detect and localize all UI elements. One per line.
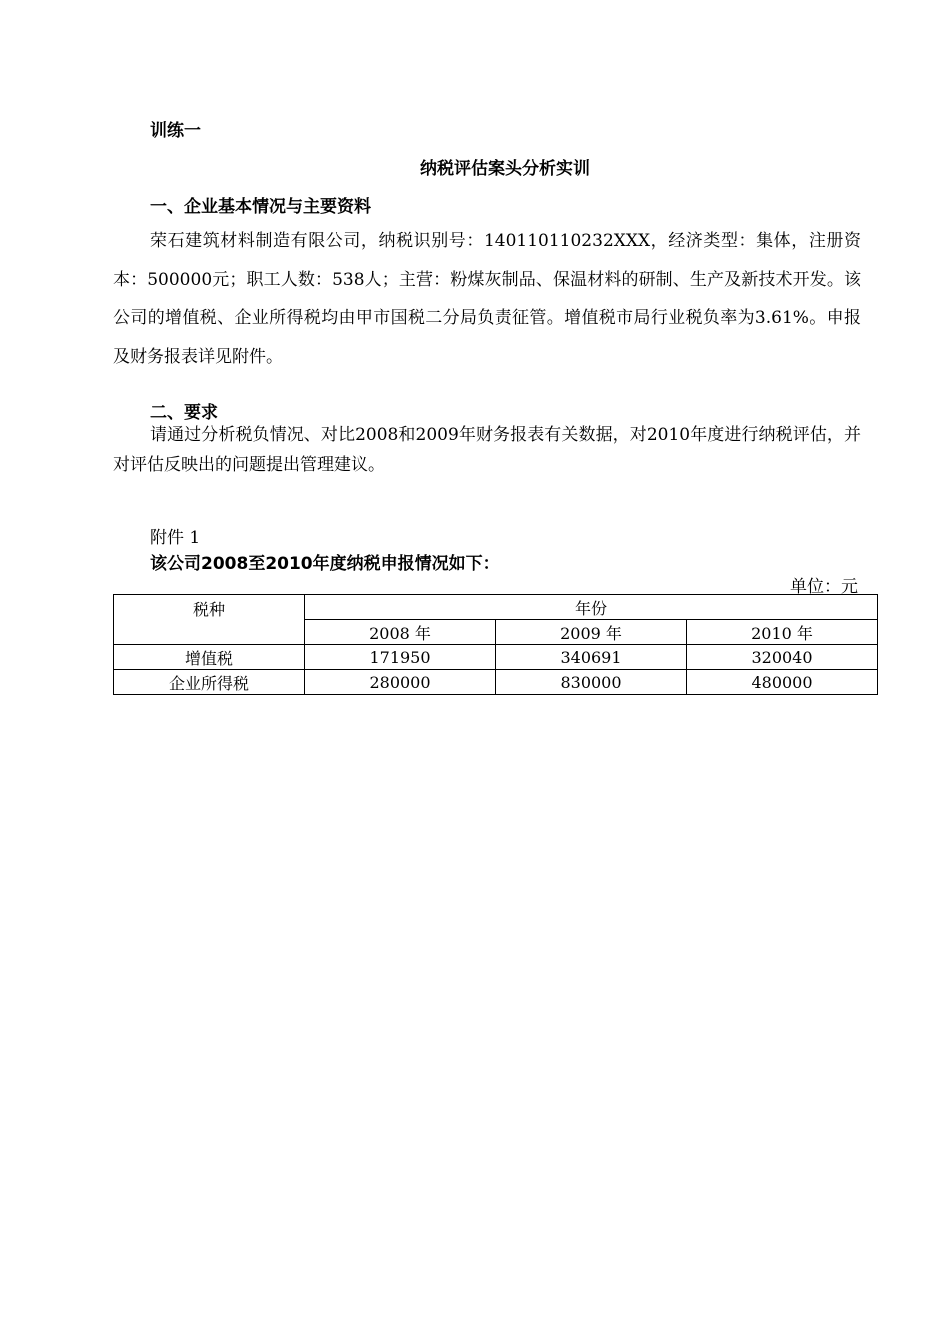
unit-label: 单位：元 — [790, 577, 858, 597]
header-year: 年份 — [305, 595, 878, 620]
table-header-row — [114, 595, 878, 620]
document-title: 纳税评估案头分析实训 — [420, 159, 590, 179]
section2-heading: 二、要求 — [150, 403, 218, 423]
header-tax-type: 税种 — [114, 595, 305, 645]
section1-body: 荣石建筑材料制造有限公司，纳税识别号：140110110232XXX，经济类型：集体，注册资本：500000元；职工人数：538人；主营：粉煤灰制品、保温材料的研制、生产及新技术开发。该公司的增值税、企业所得税均由甲市国税二分局负责征管。增值税市局行业税负率为3.61%。申报及财务报表详见附件。 — [113, 231, 861, 367]
section2-body: 请通过分析税负情况、对比2008和2009年财务报表有关数据，对2010年度进行纳税评估，并对评估反映出的问题提出管理建议。 — [113, 425, 861, 475]
table-caption: 该公司2008至2010年度纳税申报情况如下： — [150, 554, 500, 574]
value-cell: 280000 — [305, 670, 496, 695]
value-cell: 830000 — [496, 670, 687, 695]
value-cell: 480000 — [687, 670, 878, 695]
value-cell: 320040 — [687, 645, 878, 670]
lesson-label: 训练一 — [150, 121, 201, 141]
tax-name-cell: 企业所得税 — [114, 670, 305, 695]
attachment-label: 附件 1 — [150, 528, 201, 548]
tax-name-cell: 增值税 — [114, 645, 305, 670]
year-cell: 2010 年 — [687, 620, 878, 645]
table-row — [114, 645, 878, 670]
value-cell: 340691 — [496, 645, 687, 670]
tax-filing-table — [113, 594, 878, 695]
table-row — [114, 670, 878, 695]
year-cell: 2008 年 — [305, 620, 496, 645]
value-cell: 171950 — [305, 645, 496, 670]
year-cell: 2009 年 — [496, 620, 687, 645]
section1-heading: 一、企业基本情况与主要资料 — [150, 197, 371, 217]
